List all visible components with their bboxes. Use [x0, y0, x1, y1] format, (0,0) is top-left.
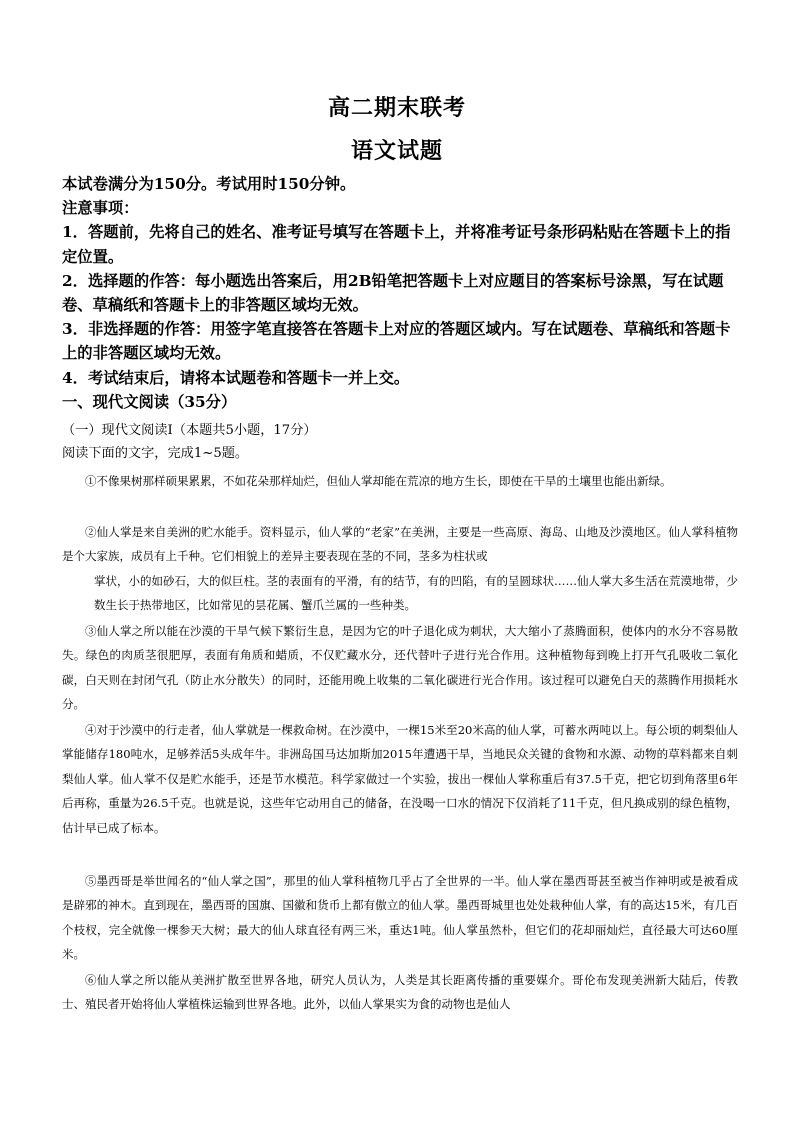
reading-prompt: 阅读下面的文字，完成1~5题。	[62, 446, 249, 461]
passage-paragraph-5: ⑤墨西哥是举世闻名的“仙人掌之国”，那里的仙人掌科植物几乎占了全世界的一半。仙人掌在墨西哥甚至被当作神明或是被看成是辟邪的神木。直到现在，墨西哥的国旗、国徽和货币上都有傲立的仙人掌。墨西哥城里也处处栽种仙人掌，有的高达15米，有几百个枝杈，完全就像一棵参天大树；最大的仙人球直径有两三米，重达1吨。仙人掌虽然朴，但它们的花却丽灿烂，直径最大可达60厘米。	[62, 874, 738, 962]
notice-item-4: 4．考试结束后，请将本试题卷和答题卡一并上交。	[62, 368, 410, 387]
passage-paragraph-2-continued: 掌状，小的如砂石，大的似巨柱。茎的表面有的平滑，有的结节，有的凹陷，有的呈圆球状……仙人掌大多生活在荒漠地带，少数生长于热带地区，比如常见的昙花属、蟹爪兰属的一些种类。	[94, 574, 738, 613]
passage-paragraph-2: ②仙人掌是来自美洲的贮水能手。资料显示，仙人掌的“老家”在美洲，主要是一些高原、海岛、山地及沙漠地区。仙人掌科植物是个大家族，成员有上千种。它们相貌上的差异主要表现在茎的不同，茎多为柱状或	[62, 525, 738, 564]
passage-paragraph-4: ④对于沙漠中的行走者，仙人掌就是一棵救命树。在沙漠中，一棵15米至20米高的仙人掌，可蓄水两吨以上。每公顷的刺梨仙人掌能储存180吨水，足够养活5头成年牛。非洲岛国马达加斯加2015年遭遇干旱，当地民众关键的食物和水源、动物的草料都来自刺梨仙人掌。仙人掌不仅是贮水能手，还是节水模范。科学家做过一个实验，拔出一棵仙人掌称重后有37.5千克，把它切到角落里6年后再称，重量为26.5千克。也就是说，这些年它动用自己的储备，在没喝一口水的情况下仅消耗了11千克，但凡换成别的绿色植物，估计早已成了标本。	[62, 723, 738, 835]
instructions-block	[62, 172, 738, 414]
passage-paragraph-1: ①不像果树那样硕果累累，不如花朵那样灿烂，但仙人掌却能在荒凉的地方生长，即使在干旱的土壤里也能出新绿。	[85, 474, 672, 488]
section-subheading: （一）现代文阅读Ⅰ（本题共5小题，17分）	[62, 423, 317, 438]
notice-item-2: 2．选择题的作答：每小题选出答案后，用2B铅笔把答题卡上对应题目的答案标号涂黑，写在试题卷、草稿纸和答题卡上的非答题区域均无效。	[62, 271, 724, 315]
notice-item-3: 3．非选择题的作答：用签字笔直接答在答题卡上对应的答题区域内。写在试题卷、草稿纸和答题卡上的非答题区域均无效。	[62, 320, 731, 363]
exam-subject-title: 语文试题	[350, 138, 443, 164]
passage-paragraph-6: ⑥仙人掌之所以能从美洲扩散至世界各地，研究人员认为，人类是其长距离传播的重要媒介。哥伦布发现美洲新大陆后，传教士、殖民者开始将仙人掌植株运输到世界各地。此外，以仙人掌果实为食的动物也是仙人	[62, 973, 738, 1012]
passage-paragraph-3: ③仙人掌之所以能在沙漠的干旱气候下繁衍生息，是因为它的叶子退化成为刺状，大大缩小了蒸腾面积，使体内的水分不容易散失。绿色的肉质茎很肥厚，表面有角质和蜡质，不仅贮藏水分，还代替叶子进行光合作用。这种植物每到晚上打开气孔吸收二氧化碳，白天则在封闭气孔（防止水分散失）的同时，还能用晚上收集的二氧化碳进行光合作用。该过程可以避免白天的蒸腾作用损耗水分。	[62, 624, 738, 712]
notice-heading: 注意事项：	[62, 199, 139, 218]
section-heading: 一、现代文阅读（35分）	[62, 392, 237, 411]
score-line: 本试卷满分为150分。考试用时150分钟。	[62, 175, 356, 193]
notice-item-1: 1．答题前，先将自己的姓名、准考证号填写在答题卡上，并将准考证号条形码粘贴在答题卡上的指定位置。	[62, 223, 731, 266]
exam-title: 高二期末联考	[327, 95, 466, 121]
